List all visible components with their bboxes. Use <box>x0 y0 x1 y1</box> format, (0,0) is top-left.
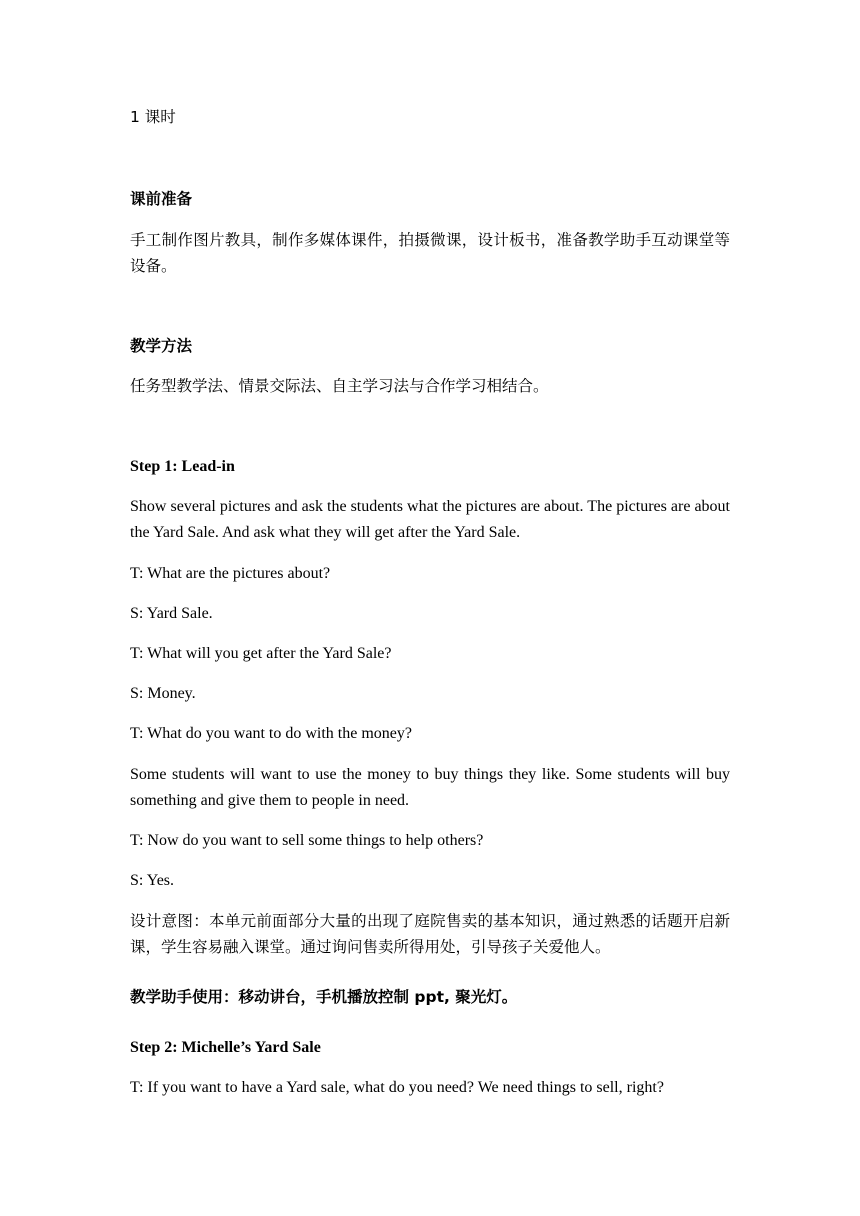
methods-body: 任务型教学法、情景交际法、自主学习法与合作学习相结合。 <box>130 377 549 395</box>
step1-heading: Step 1: Lead-in <box>130 458 235 475</box>
assistant-use: 教学助手使用：移动讲台，手机播放控制 ppt, 聚光灯。 <box>130 988 518 1006</box>
dialogue-line-1: T: What are the pictures about? <box>130 565 331 582</box>
step1-intro: Show several pictures and ask the students what the pictures are about. The pictures are about the Yard Sale. And ask what they will get after the Yard Sale. <box>130 498 730 541</box>
dialogue2-line-1: T: Now do you want to sell some things to help others? <box>130 832 484 849</box>
dialogue2-line-2: S: Yes. <box>130 872 175 889</box>
dialogue-line-3: T: What will you get after the Yard Sale? <box>130 645 392 662</box>
prep-heading: 课前准备 <box>130 190 193 208</box>
step2-line-1: T: If you want to have a Yard sale, what do you need? We need things to sell, right? <box>130 1079 664 1096</box>
step2-heading: Step 2: Michelle’s Yard Sale <box>130 1039 321 1056</box>
dialogue-line-5: T: What do you want to do with the money? <box>130 725 412 742</box>
students-note: Some students will want to use the money to buy things they like. Some students will buy something and give them to people in need. <box>130 766 730 809</box>
lesson-hours: 1 课时 <box>130 108 176 126</box>
design-intent: 设计意图：本单元前面部分大量的出现了庭院售卖的基本知识，通过熟悉的话题开启新课，学生容易融入课堂。通过询问售卖所得用处，引导孩子关爱他人。 <box>130 912 730 956</box>
dialogue-line-2: S: Yard Sale. <box>130 605 213 622</box>
methods-heading: 教学方法 <box>130 337 193 355</box>
prep-body: 手工制作图片教具，制作多媒体课件，拍摄微课，设计板书，准备教学助手互动课堂等设备。 <box>130 231 730 275</box>
dialogue-line-4: S: Money. <box>130 685 196 702</box>
